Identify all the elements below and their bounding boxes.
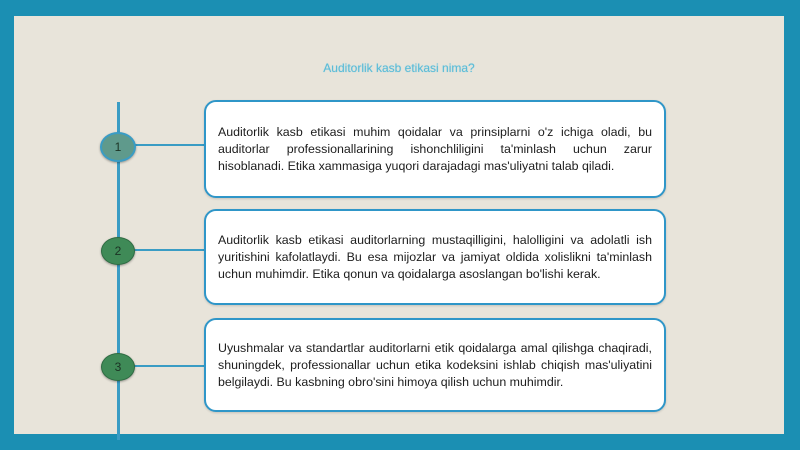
timeline-connector-1 — [129, 144, 205, 146]
timeline-node-number: 2 — [114, 244, 122, 258]
timeline-node-number: 1 — [114, 140, 122, 154]
timeline-connector-2 — [129, 249, 205, 251]
timeline-card-text: Uyushmalar va standartlar auditorlarni etik qoidalarga amal qilishga chaqiradi, shuningdek, professionallar uchun etika kodeksini ishlab chiqish mas'uliyatini belgilaydi. Bu kasbning obro'sini himoya qilish uchun muhimdir. — [218, 340, 652, 389]
timeline-node-1 — [100, 132, 136, 162]
timeline-card-2 — [204, 209, 666, 305]
timeline-card-3 — [204, 318, 666, 412]
timeline-connector-3 — [129, 365, 205, 367]
timeline-card-text: Auditorlik kasb etikasi muhim qoidalar va prinsiplarni o'z ichiga oladi, bu auditorlar professionallarining ishonchliligini ta'minlash uchun zarur hisoblanadi. Etika xammasiga yuqori darajadagi mas'uliyatni talab qiladi. — [218, 124, 652, 173]
timeline-node-number: 3 — [114, 360, 122, 374]
timeline-card-1 — [204, 100, 666, 198]
timeline-card-text: Auditorlik kasb etikasi auditorlarning mustaqilligini, halolligini va adolatli ish yuritishini kafolatlaydi. Bu esa mijozlar va jamiyat oldida xolislikni ta'minlash uchun muhimdir. Etika qonun va qoidalarga asoslangan bo'lishi kerak. — [218, 232, 652, 281]
timeline-node-3 — [101, 353, 135, 381]
timeline-node-2 — [101, 237, 135, 265]
slide-title: Auditorlik kasb etikasi nima? — [323, 61, 475, 75]
slide — [14, 16, 784, 434]
